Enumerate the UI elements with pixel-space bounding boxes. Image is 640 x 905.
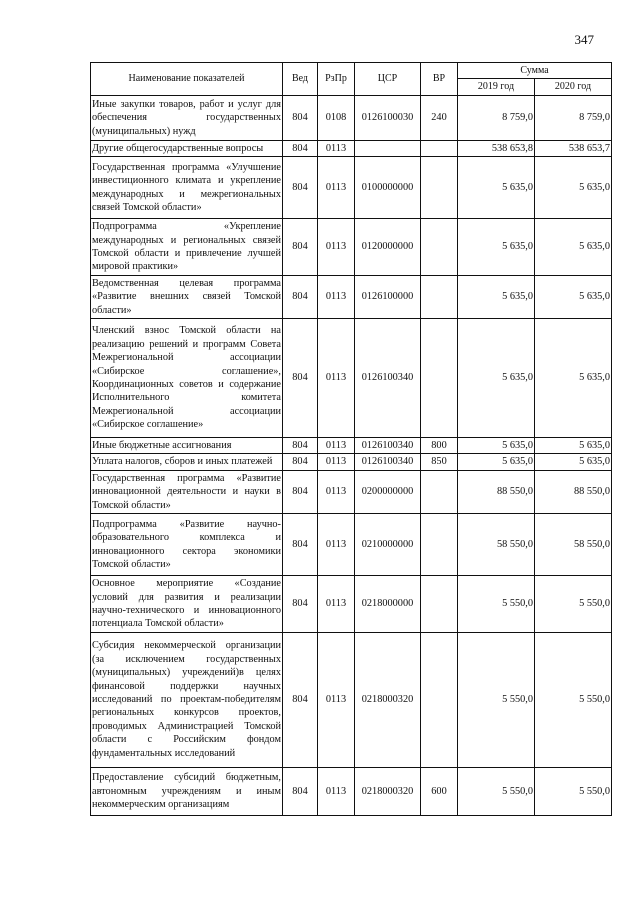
row-vr — [421, 319, 458, 438]
header-year-2020: 2020 год — [535, 79, 612, 95]
row-vr — [421, 219, 458, 276]
table-row — [91, 632, 612, 767]
row-sum-2019: 5 635,0 — [458, 219, 535, 276]
row-name: Субсидия некоммерческой организации (за исключением государственных (муниципальных) учреждений)в целях финансовой поддержки научных исследований по проектам-победителям региональных конкурсов проектов, проводимых Администрацией Томской области с Российским фондом фундаментальных исследований — [91, 632, 283, 767]
row-name: Основное мероприятие «Создание условий для развития и реализации научно-технического и инновационного потенциала Томской области» — [91, 576, 283, 633]
row-sum-2020: 58 550,0 — [535, 514, 612, 576]
row-vr — [421, 157, 458, 219]
row-sum-2019: 5 550,0 — [458, 576, 535, 633]
row-name: Иные закупки товаров, работ и услуг для обеспечения государственных (муниципальных) нужд — [91, 95, 283, 140]
header-name: Наименование показателей — [91, 63, 283, 96]
row-sum-2019: 88 550,0 — [458, 470, 535, 513]
row-name: Подпрограмма «Укрепление международных и региональных связей Томской области и привлечение лучшей мировой практики» — [91, 219, 283, 276]
row-rzpr: 0113 — [318, 514, 355, 576]
row-name: Иные бюджетные ассигнования — [91, 438, 283, 454]
row-rzpr: 0113 — [318, 157, 355, 219]
row-csr: 0210000000 — [355, 514, 421, 576]
header-sum: Сумма — [458, 63, 612, 79]
row-csr: 0100000000 — [355, 157, 421, 219]
row-csr: 0218000320 — [355, 767, 421, 815]
row-vr: 850 — [421, 454, 458, 470]
row-rzpr: 0113 — [318, 454, 355, 470]
row-ved: 804 — [283, 95, 318, 140]
table-row — [91, 95, 612, 140]
row-vr: 240 — [421, 95, 458, 140]
row-sum-2019: 5 635,0 — [458, 157, 535, 219]
row-ved: 804 — [283, 454, 318, 470]
table-row — [91, 275, 612, 318]
row-rzpr: 0113 — [318, 470, 355, 513]
row-vr — [421, 632, 458, 767]
row-csr: 0218000000 — [355, 576, 421, 633]
row-rzpr: 0113 — [318, 767, 355, 815]
table-row — [91, 514, 612, 576]
row-rzpr: 0113 — [318, 140, 355, 156]
row-rzpr: 0108 — [318, 95, 355, 140]
row-vr — [421, 275, 458, 318]
table-row — [91, 438, 612, 454]
budget-table — [90, 62, 612, 816]
table-row — [91, 319, 612, 438]
row-ved: 804 — [283, 275, 318, 318]
row-sum-2020: 5 550,0 — [535, 632, 612, 767]
row-csr: 0126100340 — [355, 438, 421, 454]
row-csr — [355, 140, 421, 156]
row-sum-2020: 5 635,0 — [535, 275, 612, 318]
row-rzpr: 0113 — [318, 438, 355, 454]
table-row — [91, 454, 612, 470]
row-sum-2019: 538 653,8 — [458, 140, 535, 156]
row-sum-2020: 5 635,0 — [535, 219, 612, 276]
row-csr: 0120000000 — [355, 219, 421, 276]
row-ved: 804 — [283, 219, 318, 276]
row-csr: 0200000000 — [355, 470, 421, 513]
row-sum-2020: 5 550,0 — [535, 576, 612, 633]
row-sum-2019: 5 635,0 — [458, 275, 535, 318]
row-ved: 804 — [283, 632, 318, 767]
row-sum-2019: 5 635,0 — [458, 319, 535, 438]
row-sum-2020: 5 635,0 — [535, 454, 612, 470]
row-name: Ведомственная целевая программа «Развитие внешних связей Томской области» — [91, 275, 283, 318]
row-sum-2020: 538 653,7 — [535, 140, 612, 156]
row-vr: 600 — [421, 767, 458, 815]
table-row — [91, 140, 612, 156]
table-row — [91, 157, 612, 219]
table-row — [91, 470, 612, 513]
row-sum-2020: 5 635,0 — [535, 157, 612, 219]
row-rzpr: 0113 — [318, 219, 355, 276]
header-csr: ЦСР — [355, 63, 421, 96]
row-sum-2020: 88 550,0 — [535, 470, 612, 513]
table-row — [91, 767, 612, 815]
row-ved: 804 — [283, 438, 318, 454]
header-rzpr: РзПр — [318, 63, 355, 96]
row-sum-2019: 5 550,0 — [458, 767, 535, 815]
row-name: Уплата налогов, сборов и иных платежей — [91, 454, 283, 470]
row-csr: 0126100340 — [355, 319, 421, 438]
row-ved: 804 — [283, 470, 318, 513]
header-year-2019: 2019 год — [458, 79, 535, 95]
row-rzpr: 0113 — [318, 275, 355, 318]
row-sum-2020: 8 759,0 — [535, 95, 612, 140]
row-ved: 804 — [283, 576, 318, 633]
row-ved: 804 — [283, 514, 318, 576]
table-row — [91, 576, 612, 633]
row-rzpr: 0113 — [318, 632, 355, 767]
header-vr: ВР — [421, 63, 458, 96]
row-csr: 0218000320 — [355, 632, 421, 767]
page-number: 347 — [574, 32, 594, 47]
row-ved: 804 — [283, 140, 318, 156]
row-vr — [421, 140, 458, 156]
row-rzpr: 0113 — [318, 576, 355, 633]
row-name: Членский взнос Томской области на реализацию решений и программ Совета Межрегиональной ассоциации «Сибирское соглашение», Координационных советов и содержание Исполнительного комитета Межрегиональной ассоциации «Сибирское соглашение» — [91, 319, 283, 438]
row-sum-2019: 5 550,0 — [458, 632, 535, 767]
row-sum-2020: 5 635,0 — [535, 438, 612, 454]
row-sum-2019: 5 635,0 — [458, 454, 535, 470]
row-ved: 804 — [283, 157, 318, 219]
row-csr: 0126100340 — [355, 454, 421, 470]
row-sum-2020: 5 635,0 — [535, 319, 612, 438]
row-vr — [421, 470, 458, 513]
row-name: Предоставление субсидий бюджетным, автономным учреждениям и иным некоммерческим организациям — [91, 767, 283, 815]
row-csr: 0126100000 — [355, 275, 421, 318]
row-ved: 804 — [283, 319, 318, 438]
row-sum-2020: 5 550,0 — [535, 767, 612, 815]
table-row — [91, 219, 612, 276]
row-csr: 0126100030 — [355, 95, 421, 140]
row-vr — [421, 576, 458, 633]
row-rzpr: 0113 — [318, 319, 355, 438]
row-name: Подпрограмма «Развитие научно-образовательного комплекса и инновационного сектора экономики Томской области» — [91, 514, 283, 576]
table-body — [91, 95, 612, 815]
row-name: Государственная программа «Развитие инновационной деятельности и науки в Томской области» — [91, 470, 283, 513]
header-ved: Вед — [283, 63, 318, 96]
row-sum-2019: 58 550,0 — [458, 514, 535, 576]
table-header — [91, 63, 612, 96]
row-sum-2019: 8 759,0 — [458, 95, 535, 140]
row-name: Государственная программа «Улучшение инвестиционного климата и укрепление международных и межрегиональных связей Томской области» — [91, 157, 283, 219]
row-ved: 804 — [283, 767, 318, 815]
row-vr — [421, 514, 458, 576]
row-sum-2019: 5 635,0 — [458, 438, 535, 454]
row-name: Другие общегосударственные вопросы — [91, 140, 283, 156]
row-vr: 800 — [421, 438, 458, 454]
